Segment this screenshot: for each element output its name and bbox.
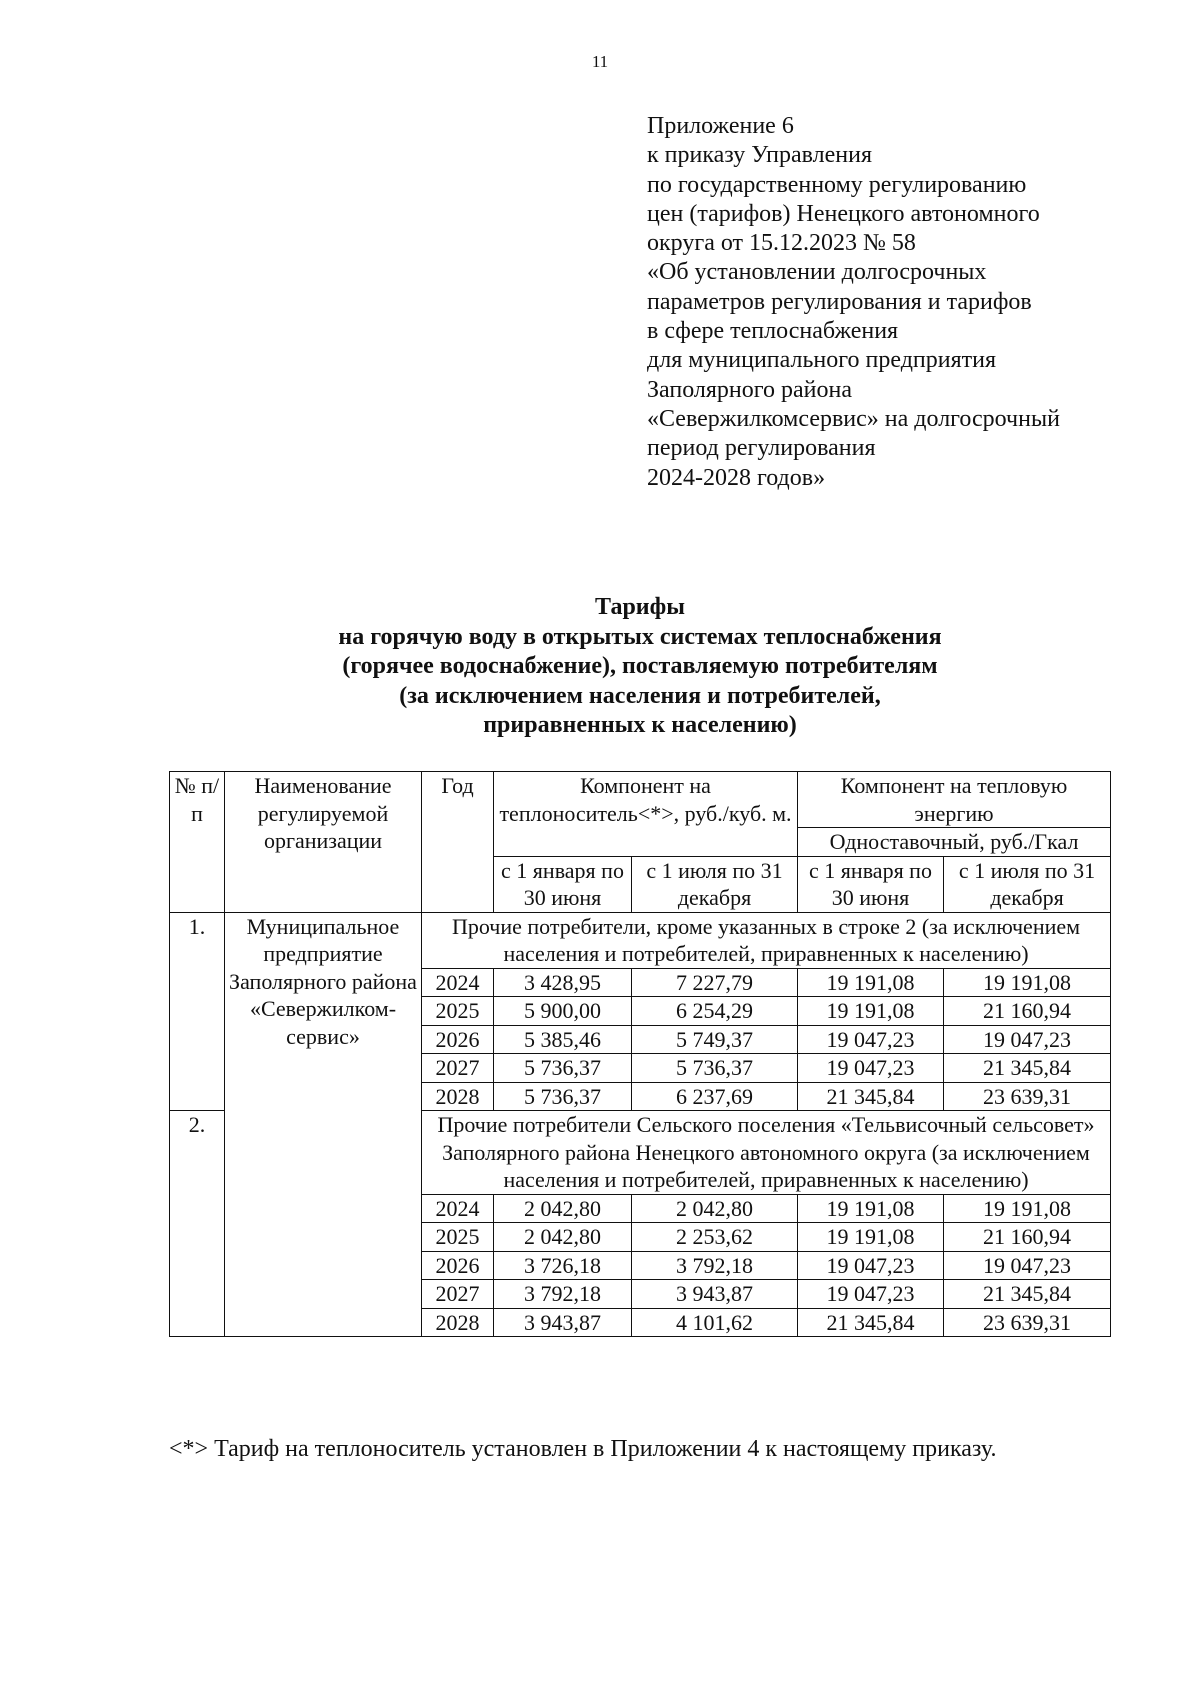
row-number: 2. [170,1111,225,1337]
title-line: (за исключением населения и потребителей, [399,682,881,709]
appendix-line: к приказу Управления [647,142,873,169]
appendix-line: Приложение 6 [647,113,794,139]
title-line: Тарифы [595,594,685,620]
page-number: 11 [591,52,609,71]
value-cell: 19 047,23 [798,1025,944,1054]
value-cell: 5 749,37 [632,1025,798,1054]
value-cell: 4 101,62 [632,1308,798,1337]
value-cell: 3 792,18 [632,1251,798,1280]
value-cell: 21 345,84 [944,1054,1111,1083]
value-cell: 19 191,08 [798,1194,944,1223]
value-cell: 2 042,80 [632,1194,798,1223]
header-coolant: Компонент на теплоноситель<*>, руб./куб. м. [494,772,798,857]
value-cell: 5 736,37 [632,1054,798,1083]
appendix-line: 2024-2028 годов» [647,464,826,491]
value-cell: 19 047,23 [944,1025,1111,1054]
header-heat: Компонент на тепловую энергию [798,772,1111,828]
value-cell: 3 428,95 [494,968,632,997]
value-cell: 21 160,94 [944,1223,1111,1252]
value-cell: 19 191,08 [944,1194,1111,1223]
title-line: приравненных к населению) [483,712,797,738]
appendix-reference [647,112,1167,493]
appendix-line: цен (тарифов) Ненецкого автономного [647,200,1040,227]
year-cell: 2027 [422,1280,494,1309]
year-cell: 2025 [422,1223,494,1252]
value-cell: 19 047,23 [944,1251,1111,1280]
value-cell: 6 237,69 [632,1082,798,1111]
year-cell: 2024 [422,968,494,997]
header-heat-sub: Одноставочный, руб./Гкал [798,828,1111,857]
header-period-1: с 1 января по 30 июня [798,856,944,912]
tariff-table [169,771,1111,1337]
title-line: (горячее водоснабжение), поставляемую потребителям [342,653,938,679]
value-cell: 21 345,84 [798,1308,944,1337]
appendix-line: период регулирования [647,435,876,462]
appendix-line: Заполярного района [647,376,852,403]
value-cell: 6 254,29 [632,997,798,1026]
value-cell: 3 726,18 [494,1251,632,1280]
header-year: Год [422,772,494,913]
header-org: Наименование регулируемой организации [225,772,422,913]
row-number: 1. [170,912,225,1111]
value-cell: 19 191,08 [798,1223,944,1252]
value-cell: 5 385,46 [494,1025,632,1054]
value-cell: 23 639,31 [944,1082,1111,1111]
appendix-line: в сфере теплоснабжения [647,318,899,345]
value-cell: 3 943,87 [632,1280,798,1309]
value-cell: 3 792,18 [494,1280,632,1309]
value-cell: 5 736,37 [494,1082,632,1111]
value-cell: 2 042,80 [494,1223,632,1252]
organization-name: Муниципальное предприятие Заполярного района «Севержилком-сервис» [225,912,422,1337]
year-cell: 2027 [422,1054,494,1083]
value-cell: 2 042,80 [494,1194,632,1223]
header-num: № п/п [170,772,225,913]
appendix-line: по государственному регулированию [647,171,1027,198]
value-cell: 19 047,23 [798,1054,944,1083]
value-cell: 19 191,08 [798,968,944,997]
value-cell: 19 191,08 [798,997,944,1026]
header-period-1: с 1 января по 30 июня [494,856,632,912]
appendix-line: «Севержилкомсервис» на долгосрочный [647,405,1060,432]
document-title [0,593,1200,741]
value-cell: 19 191,08 [944,968,1111,997]
year-cell: 2024 [422,1194,494,1223]
appendix-line: «Об установлении долгосрочных [647,259,987,286]
appendix-line: округа от 15.12.2023 № 58 [647,230,916,257]
header-period-2: с 1 июля по 31 декабря [944,856,1111,912]
header-row [170,772,1111,828]
header-period-2: с 1 июля по 31 декабря [632,856,798,912]
year-cell: 2025 [422,997,494,1026]
value-cell: 21 345,84 [798,1082,944,1111]
value-cell: 5 900,00 [494,997,632,1026]
value-cell: 21 160,94 [944,997,1111,1026]
group-title: Прочие потребители Сельского поселения «Тельвисочный сельсовет» Заполярного района Ненецкого автономного округа (за исключением населения и потребителей, приравненных к населению) [422,1111,1111,1195]
value-cell: 21 345,84 [944,1280,1111,1309]
appendix-line: параметров регулирования и тарифов [647,288,1032,315]
appendix-line: для муниципального предприятия [647,347,996,374]
value-cell: 19 047,23 [798,1251,944,1280]
year-cell: 2026 [422,1025,494,1054]
value-cell: 23 639,31 [944,1308,1111,1337]
year-cell: 2028 [422,1082,494,1111]
title-line: на горячую воду в открытых системах теплоснабжения [338,623,942,650]
value-cell: 2 253,62 [632,1223,798,1252]
group-title: Прочие потребители, кроме указанных в строке 2 (за исключением населения и потребителей, приравненных к населению) [422,912,1111,968]
value-cell: 19 047,23 [798,1280,944,1309]
value-cell: 3 943,87 [494,1308,632,1337]
year-cell: 2028 [422,1308,494,1337]
year-cell: 2026 [422,1251,494,1280]
footnote: <*> Тариф на теплоноситель установлен в Приложении 4 к настоящему приказу. [169,1436,997,1462]
value-cell: 7 227,79 [632,968,798,997]
group-title-row [170,912,1111,968]
value-cell: 5 736,37 [494,1054,632,1083]
